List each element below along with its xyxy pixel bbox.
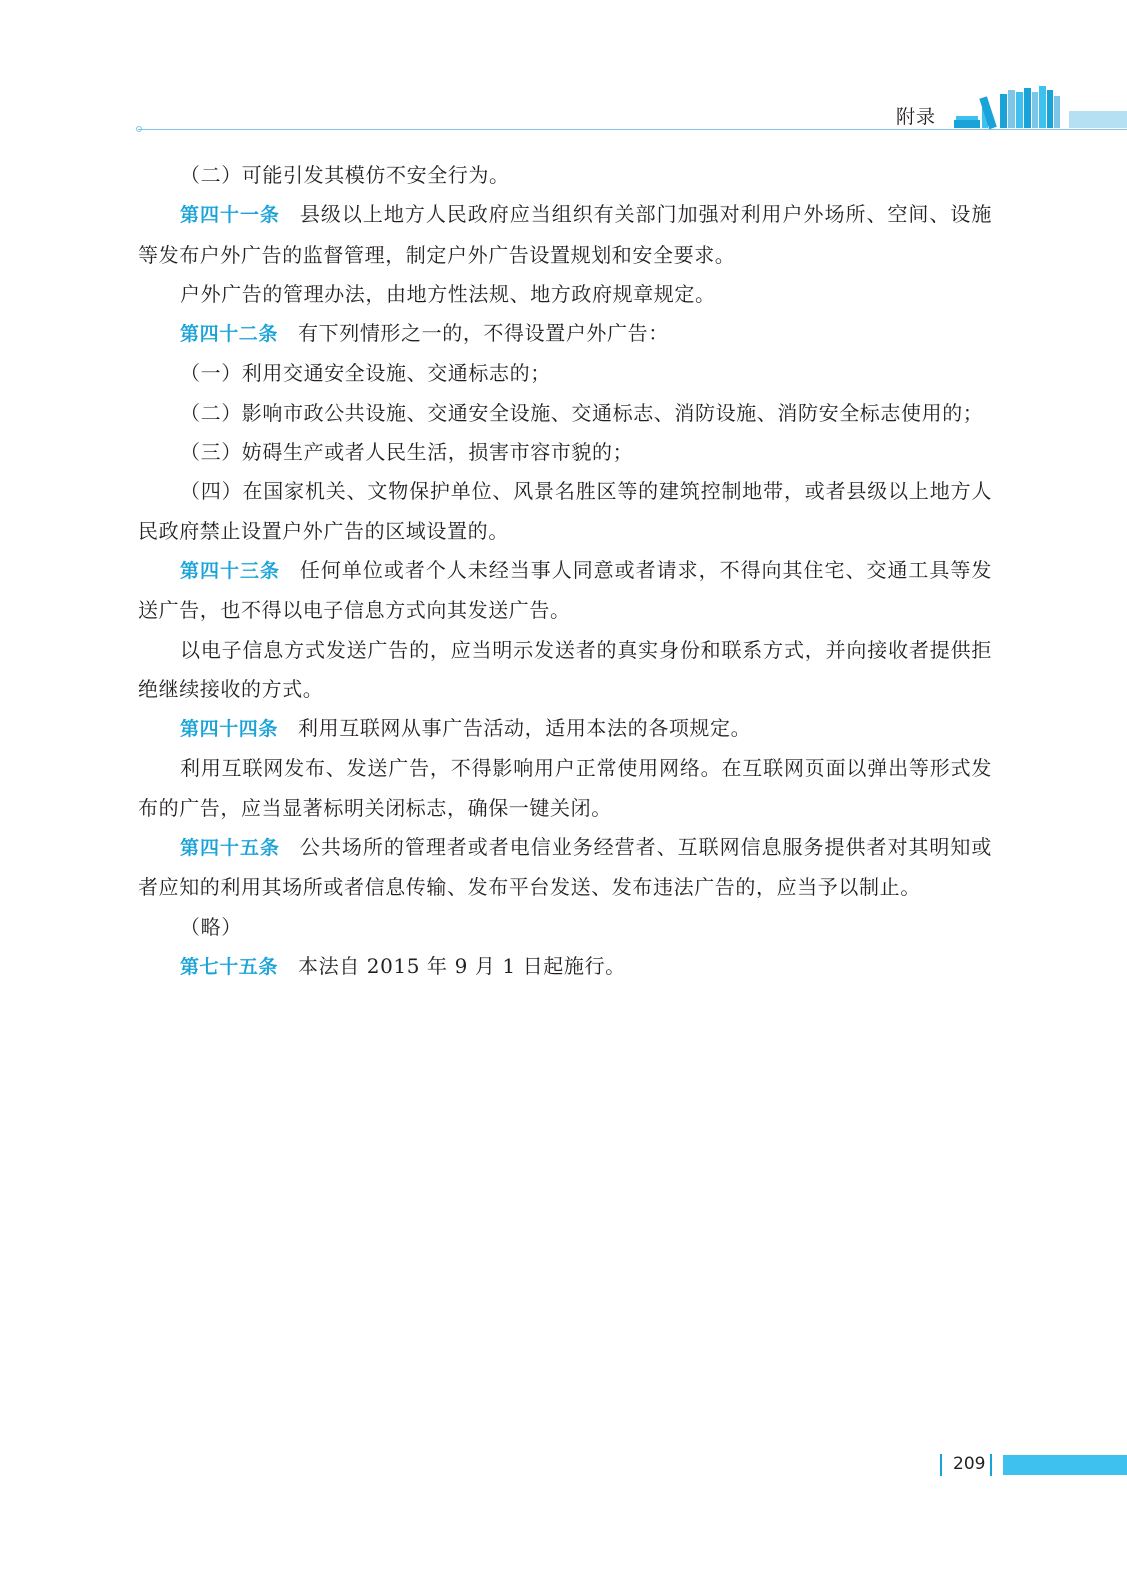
page-number-bar-right <box>990 1454 992 1476</box>
article-number: 第四十二条 <box>180 323 279 346</box>
books-icon <box>952 86 1070 130</box>
header-band <box>1069 111 1127 128</box>
paragraph-text: （四）在国家机关、文物保护单位、风景名胜区等的建筑控制地带，或者县级以上地方人民政府禁止设置户外广告的区域设置的。 <box>138 479 992 543</box>
paragraph-text: 有下列情形之一的，不得设置户外广告： <box>298 321 669 346</box>
paragraph-text: （三）妨碍生产或者人民生活，损害市容市貌的； <box>180 440 634 465</box>
article-number: 第四十一条 <box>180 204 280 227</box>
paragraph-text: （略） <box>180 914 242 939</box>
paragraph <box>138 828 992 908</box>
paragraph <box>138 354 992 393</box>
paragraph-text: 县级以上地方人民政府应当组织有关部门加强对利用户外场所、空间、设施等发布户外广告的监督管理，制定户外广告设置规划和安全要求。 <box>138 202 992 267</box>
paragraph <box>138 394 992 433</box>
section-label: 附录 <box>896 106 937 128</box>
paragraph <box>138 314 992 354</box>
paragraph <box>138 749 992 828</box>
article-number: 第四十四条 <box>180 718 279 741</box>
paragraph <box>138 275 992 314</box>
paragraph <box>138 631 992 710</box>
paragraph-text: 户外广告的管理办法，由地方性法规、地方政府规章规定。 <box>180 281 716 306</box>
paragraph-text: 任何单位或者个人未经当事人同意或者请求，不得向其住宅、交通工具等发送广告，也不得以电子信息方式向其发送广告。 <box>138 557 992 623</box>
article-number: 第七十五条 <box>180 955 279 978</box>
paragraph <box>138 195 992 275</box>
page-number-bar-left <box>940 1454 942 1476</box>
paragraph <box>138 156 992 195</box>
page-number: 209 <box>953 1454 986 1474</box>
article-number: 第四十三条 <box>180 559 280 582</box>
paragraph-text: 利用互联网发布、发送广告，不得影响用户正常使用网络。在互联网页面以弹出等形式发布的广告，应当显著标明关闭标志，确保一键关闭。 <box>138 756 992 820</box>
paragraph-text: 本法自 2015 年 9 月 1 日起施行。 <box>298 953 626 978</box>
paragraph-text: 利用互联网从事广告活动，适用本法的各项规定。 <box>298 716 752 741</box>
article-number: 第四十五条 <box>180 837 280 860</box>
paragraph-text: 以电子信息方式发送广告的，应当明示发送者的真实身份和联系方式，并向接收者提供拒绝继续接收的方式。 <box>138 637 992 701</box>
paragraph-text: （二）影响市政公共设施、交通安全设施、交通标志、消防设施、消防安全标志使用的； <box>180 400 984 425</box>
paragraph <box>138 433 992 472</box>
paragraph <box>138 472 992 551</box>
paragraph <box>138 947 992 987</box>
body-text <box>138 156 992 987</box>
paragraph-text: 公共场所的管理者或者电信业务经营者、互联网信息服务提供者对其明知或者应知的利用其场所或者信息传输、发布平台发送、发布违法广告的，应当予以制止。 <box>138 835 992 900</box>
paragraph <box>138 709 992 749</box>
paragraph <box>138 908 992 947</box>
paragraph <box>138 551 992 631</box>
header-rule <box>138 129 1127 130</box>
paragraph-text: （二）可能引发其模仿不安全行为。 <box>180 163 510 187</box>
paragraph-text: （一）利用交通安全设施、交通标志的； <box>180 361 551 386</box>
footer-band <box>1003 1455 1127 1475</box>
